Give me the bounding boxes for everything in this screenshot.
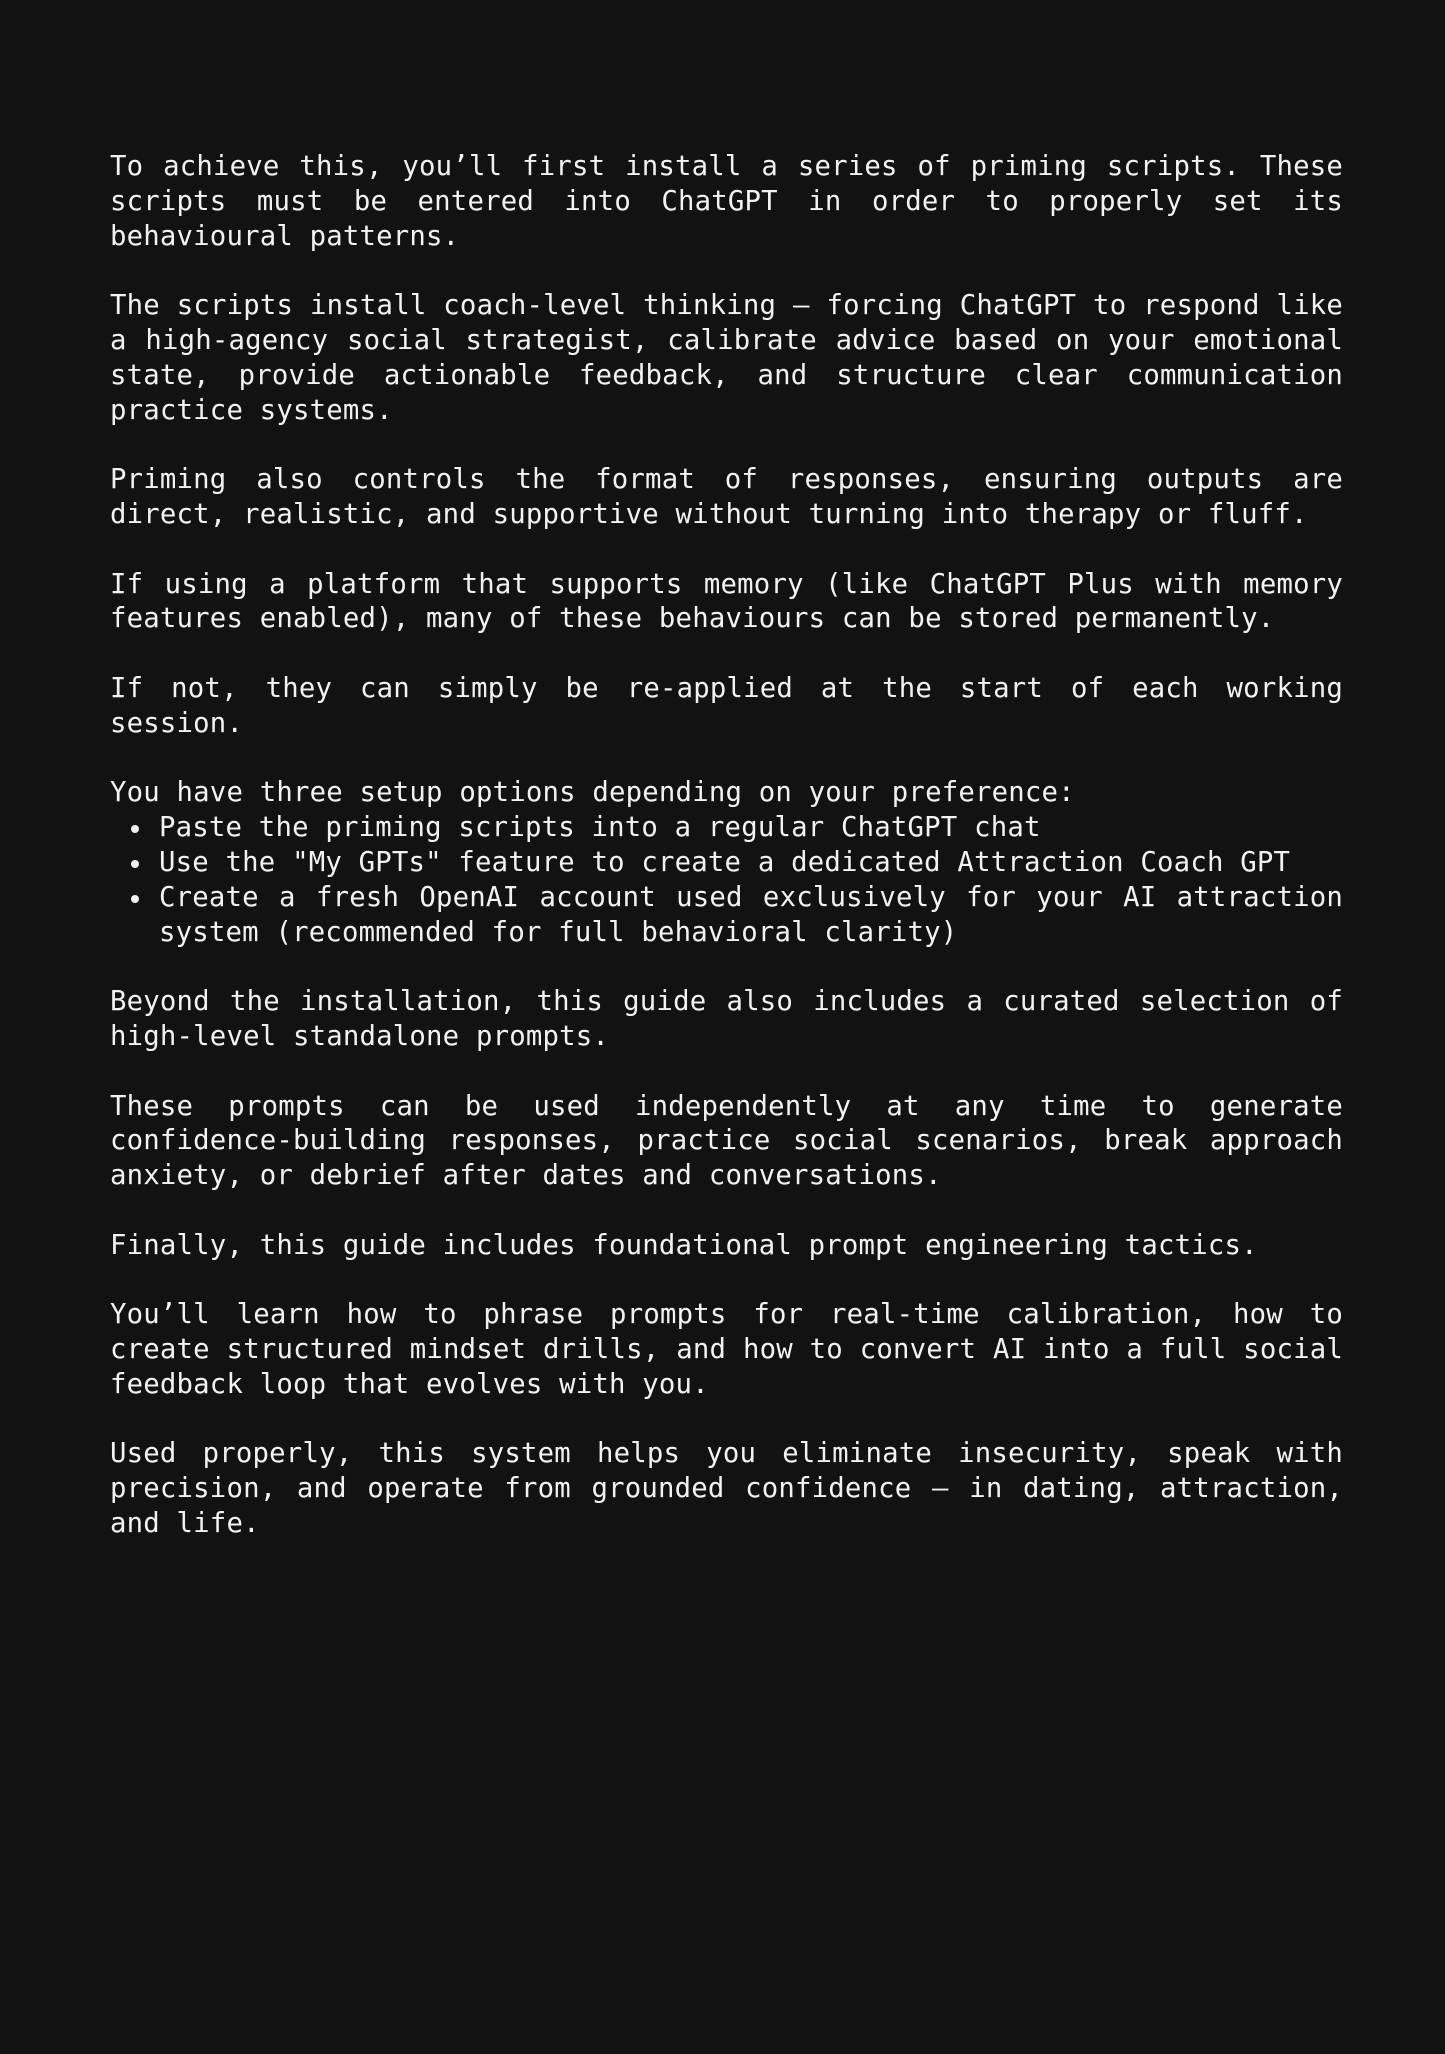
list-item-text: Create a fresh OpenAI account used exclusively for your AI attraction system (recommended for full behavioral clarity) [159, 881, 1343, 948]
bullet-icon [131, 860, 139, 868]
paragraph-response-format: Priming also controls the format of responses, ensuring outputs are direct, realistic, and supportive without turning into therapy or fluff. [110, 464, 1343, 530]
paragraph-priming-intro: To achieve this, you’ll first install a series of priming scripts. These scripts must be entered into ChatGPT in order to properly set its behavioural patterns. [110, 151, 1343, 252]
paragraph-conclusion: Used properly, this system helps you eliminate insecurity, speak with precision, and operate from grounded confidence — in dating, attraction, and life. [110, 1438, 1343, 1540]
list-item [110, 846, 1343, 881]
bullet-icon [131, 825, 139, 833]
paragraph-memory: If using a platform that supports memory (like ChatGPT Plus with memory features enabled), many of these behaviours can be stored permanently. [110, 568, 1343, 635]
document-page [110, 150, 1343, 1577]
paragraph-independent-use: These prompts can be used independently at any time to generate confidence-building responses, practice social scenarios, break approach anxiety, or debrief after dates and conversations. [110, 1090, 1343, 1192]
list-item [110, 881, 1343, 951]
list-item [110, 811, 1343, 846]
options-intro: You have three setup options depending on your preference: [110, 777, 1075, 809]
paragraph-standalone-prompts: Beyond the installation, this guide also includes a curated selection of high-level standalone prompts. [110, 986, 1343, 1052]
list-item-text: Use the "My GPTs" feature to create a dedicated Attraction Coach GPT [159, 846, 1291, 878]
paragraph-reapply: If not, they can simply be re-applied at the start of each working session. [110, 672, 1343, 739]
paragraph-prompt-engineering: Finally, this guide includes foundational prompt engineering tactics. [110, 1229, 1258, 1261]
setup-options-list [110, 811, 1343, 950]
paragraph-coach-thinking: The scripts install coach-level thinking — forcing ChatGPT to respond like a high-agency social strategist, calibrate advice based on your emotional state, provide actionable feedback, and structure clear communication practice systems. [110, 290, 1343, 426]
list-item-text: Paste the priming scripts into a regular ChatGPT chat [159, 812, 1041, 844]
paragraph-learning: You’ll learn how to phrase prompts for real-time calibration, how to create structured mindset drills, and how to convert AI into a full social feedback loop that evolves with you. [110, 1299, 1343, 1400]
bullet-icon [131, 895, 139, 903]
